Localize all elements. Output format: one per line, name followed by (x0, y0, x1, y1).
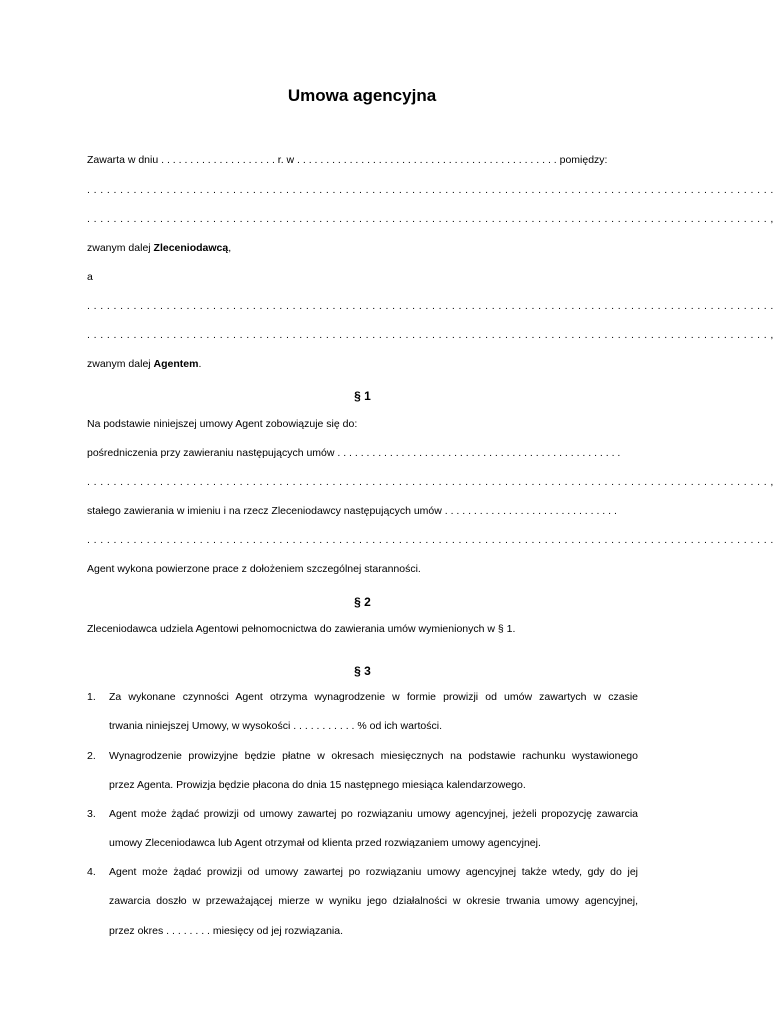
agent-suffix: . (198, 358, 202, 370)
list-item-line: zawarcia doszło w przeważającej mierze w wyniku jego działalności w okresie trwania umowy agencyjnej, (109, 895, 638, 907)
section-1-heading: § 1 (354, 389, 371, 403)
list-item-number: 4. (87, 866, 96, 878)
section-1-item-b: stałego zawierania w imieniu i na rzecz Zleceniodawcy następujących umów . . . . . . . . . . . . . . . . . . . . . . . . . . . . . . (87, 505, 617, 517)
list-item-line: przez Agenta. Prowizja będzie płacona do dnia 15 następnego miesiąca kalendarzowego. (109, 779, 526, 791)
list-item-line: Agent może żądać prowizji od umowy zawartej po rozwiązaniu umowy agencyjnej, jeżeli propozycję zawarcia (109, 808, 638, 820)
zleceniodawca-suffix: , (228, 242, 232, 254)
intro-blank-line-2: . . . . . . . . . . . . . . . . . . . . . . . . . . . . . . . . . . . . . . . . . . . . . . . . . . . . . . . . . . . . . . . . . . . . . . . . . . . . . . . . . . . . . . . . . . . . . . . . . . . . . . . , (87, 213, 774, 225)
zleceniodawca-term: Zleceniodawcą (153, 242, 229, 254)
agent-prefix: zwanym dalej (87, 358, 154, 370)
list-item-number: 2. (87, 750, 96, 762)
section-2-text: Zleceniodawca udziela Agentowi pełnomocnictwa do zawierania umów wymienionych w § 1. (87, 623, 516, 635)
list-item-line: Za wykonane czynności Agent otrzyma wynagrodzenie w formie prowizji od umów zawartych w czasie (109, 691, 638, 703)
agent-term: Agentem (153, 358, 199, 370)
agent-definition (87, 357, 638, 371)
zleceniodawca-definition (87, 241, 638, 255)
list-item-line: Agent może żądać prowizji od umowy zawartej po rozwiązaniu umowy agencyjnej także wtedy, gdy do jej (109, 866, 638, 878)
section-1-blank-a: . . . . . . . . . . . . . . . . . . . . . . . . . . . . . . . . . . . . . . . . . . . . . . . . . . . . . . . . . . . . . . . . . . . . . . . . . . . . . . . . . . . . . . . . . . . . . . . . . . . . . . . , (87, 476, 774, 488)
intro-blank-line-1: . . . . . . . . . . . . . . . . . . . . . . . . . . . . . . . . . . . . . . . . . . . . . . . . . . . . . . . . . . . . . . . . . . . . . . . . . . . . . . . . . . . . . . . . . . . . . . . . . . . . . . . . (87, 184, 774, 196)
section-1-blank-b: . . . . . . . . . . . . . . . . . . . . . . . . . . . . . . . . . . . . . . . . . . . . . . . . . . . . . . . . . . . . . . . . . . . . . . . . . . . . . . . . . . . . . . . . . . . . . . . . . . . . . . . . (87, 534, 774, 546)
list-item-number: 3. (87, 808, 96, 820)
intro-blank-line-4: . . . . . . . . . . . . . . . . . . . . . . . . . . . . . . . . . . . . . . . . . . . . . . . . . . . . . . . . . . . . . . . . . . . . . . . . . . . . . . . . . . . . . . . . . . . . . . . . . . . . . . . , (87, 329, 774, 341)
list-item-line: przez okres . . . . . . . . miesięcy od jej rozwiązania. (109, 925, 343, 937)
list-item-line: Wynagrodzenie prowizyjne będzie płatne w okresach miesięcznych na podstawie rachunku wystawionego (109, 750, 638, 762)
document-title: Umowa agencyjna (287, 86, 437, 105)
list-item-number: 1. (87, 691, 96, 703)
section-1-item-a: pośredniczenia przy zawieraniu następujących umów . . . . . . . . . . . . . . . . . . . . . . . . . . . . . . . . . . . . . . . . . . . . . . . . . (87, 447, 621, 459)
section-1-lead: Na podstawie niniejszej umowy Agent zobowiązuje się do: (87, 418, 358, 430)
list-item-line: trwania niniejszej Umowy, w wysokości . . . . . . . . . . . % od ich wartości. (109, 720, 442, 732)
section-2-heading: § 2 (354, 595, 371, 609)
list-item-line: umowy Zleceniodawca lub Agent otrzymał od klienta przed rozwiązaniem umowy agencyjnej. (109, 837, 541, 849)
section-1-closing: Agent wykona powierzone prace z dołożeniem szczególnej staranności. (87, 563, 421, 575)
intro-date-place-line: Zawarta w dniu . . . . . . . . . . . . . . . . . . . . r. w . . . . . . . . . . . . . . . . . . . . . . . . . . . . . . . . . . . . . . . . . . . . . pomiędzy: (87, 154, 608, 166)
intro-blank-line-3: . . . . . . . . . . . . . . . . . . . . . . . . . . . . . . . . . . . . . . . . . . . . . . . . . . . . . . . . . . . . . . . . . . . . . . . . . . . . . . . . . . . . . . . . . . . . . . . . . . . . . . . . (87, 300, 774, 312)
intro-and: a (87, 271, 93, 283)
section-3-heading: § 3 (354, 664, 371, 678)
zleceniodawca-prefix: zwanym dalej (87, 242, 154, 254)
